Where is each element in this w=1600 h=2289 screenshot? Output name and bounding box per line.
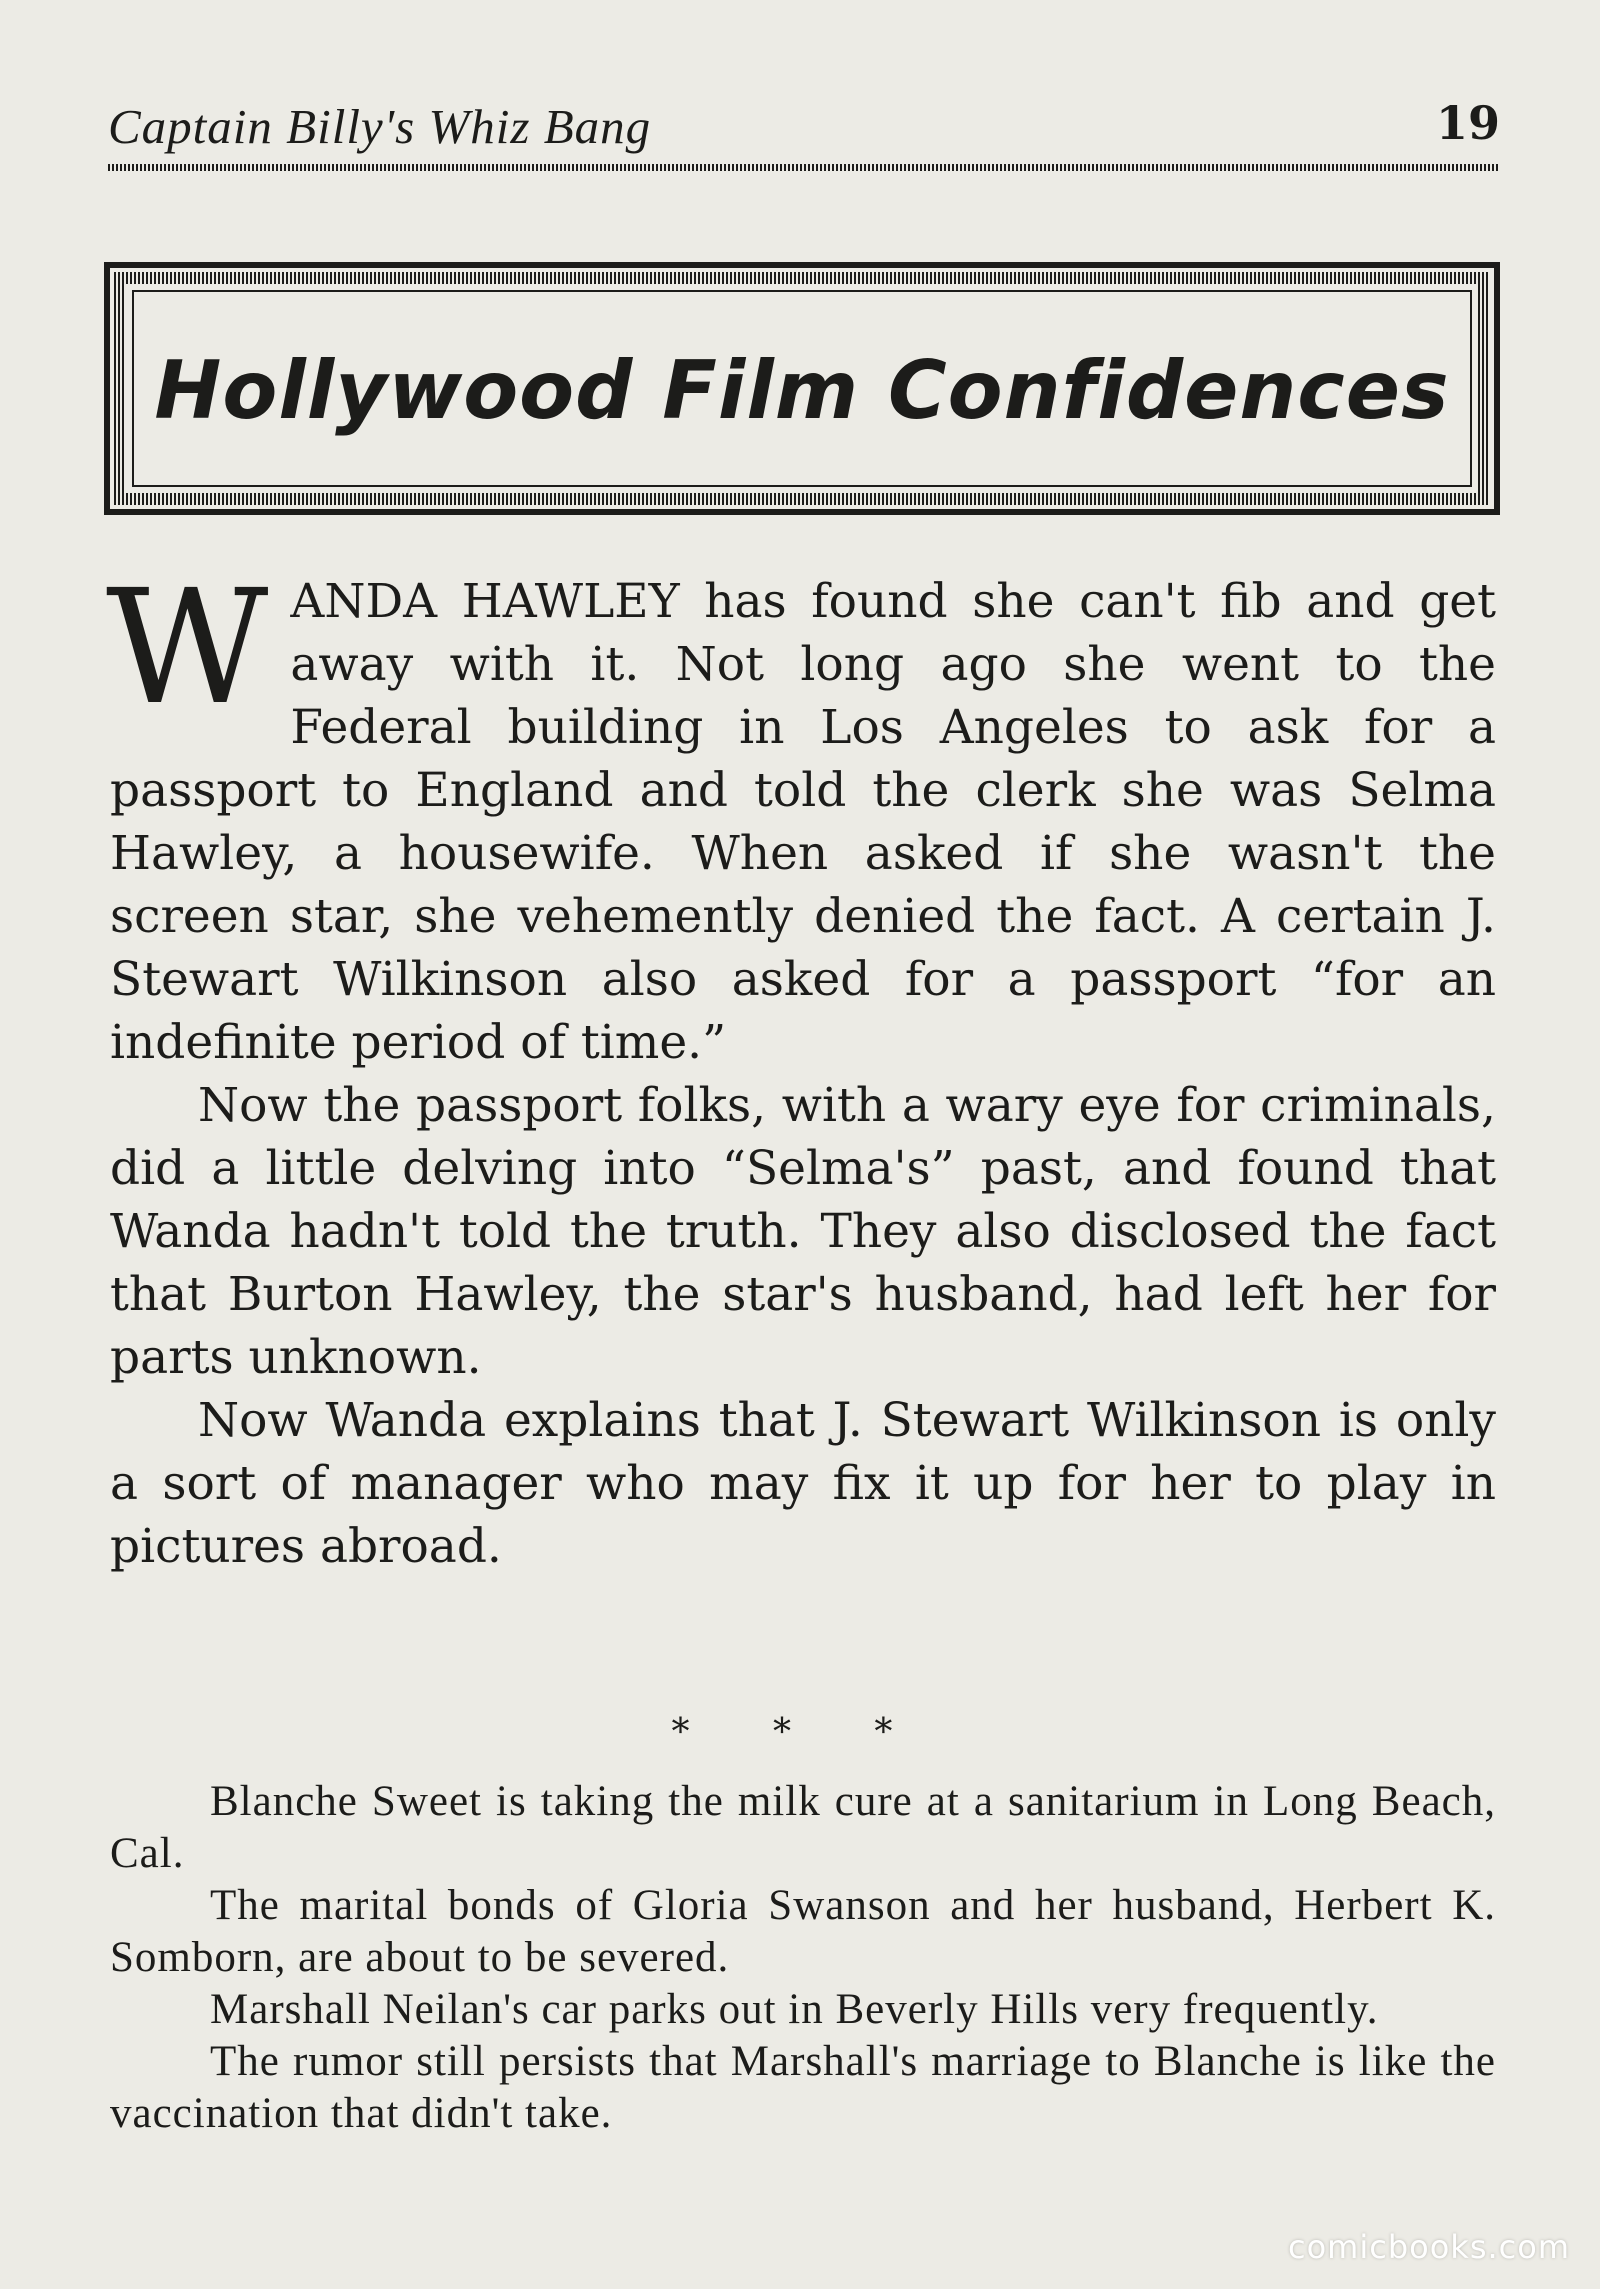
publication-title: Captain Billy's Whiz Bang — [108, 99, 652, 154]
drop-cap: W — [106, 556, 269, 740]
article-title: Hollywood Film Confidences — [154, 344, 1450, 437]
note-item: The marital bonds of Gloria Swanson and her husband, Herbert K. Somborn, are about to be severed. — [110, 1882, 1496, 1981]
header-rule — [108, 164, 1500, 171]
article-paragraph-2: Now the passport folks, with a wary eye for criminals, did a little delving into “Selma's” past, and found that Wanda hadn't told the truth. They also disclosed the fact that Burton Hawley, the star's husband, had left her for parts unknown. — [110, 1078, 1496, 1385]
watermark: comicbooks.com — [1287, 2228, 1570, 2266]
page-number: 19 — [1435, 96, 1500, 150]
article-paragraph-1 — [106, 556, 1496, 1074]
article-paragraph-3: Now Wanda explains that J. Stewart Wilkinson is only a sort of manager who may fix it up for her to play in pictures abroad. — [110, 1393, 1496, 1574]
article-body — [106, 556, 1496, 1578]
note-item: The rumor still persists that Marshall's marriage to Blanche is like the vaccination that didn't take. — [110, 2038, 1496, 2137]
article-title-box — [104, 262, 1500, 515]
paragraph-1-text: ANDA HAWLEY has found she can't fib and get away with it. Not long ago she went to the Federal building in Los Angeles to ask for a passport to England and told the clerk she was Selma Hawley, a housewife. When asked if she wasn't the screen star, she vehemently denied the fact. A certain J. Stewart Wilkinson also asked for a passport “for an indefinite period of time.” — [110, 574, 1496, 1070]
section-separator: * * * — [671, 1712, 929, 1753]
gossip-notes — [110, 1776, 1496, 2140]
running-header — [108, 98, 1500, 158]
note-item: Marshall Neilan's car parks out in Beverly Hills very frequently. — [210, 1986, 1379, 2033]
note-item: Blanche Sweet is taking the milk cure at a sanitarium in Long Beach, Cal. — [110, 1778, 1496, 1877]
